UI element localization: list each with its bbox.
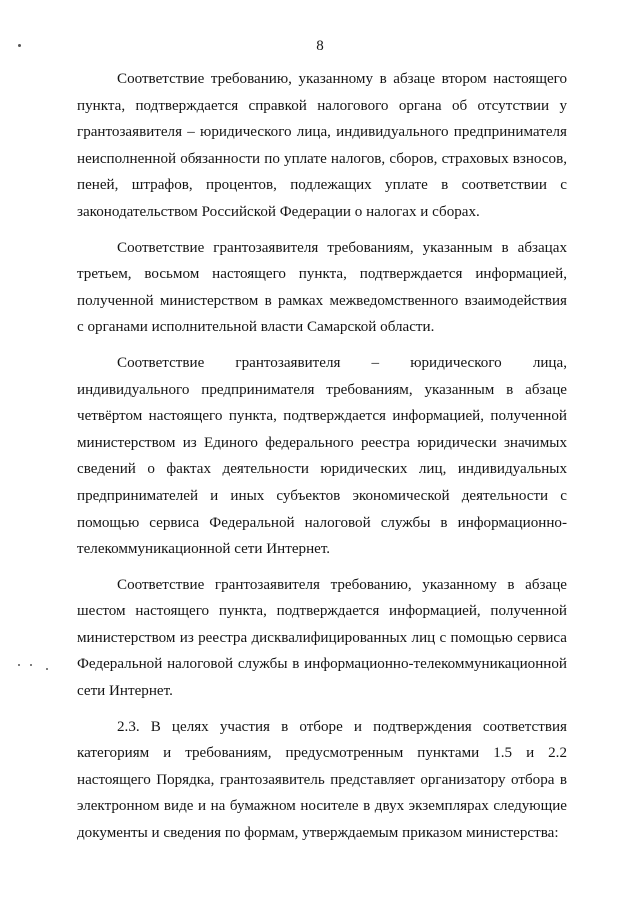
document-body	[77, 66, 567, 847]
text-line: четвёртом настоящего пункта, подтверждается информацией, полученной	[77, 408, 567, 425]
scan-speck	[18, 664, 20, 666]
text-line: третьем, восьмом настоящего пункта, подтверждается информацией,	[77, 266, 567, 283]
paragraph	[77, 235, 567, 341]
text-line: шестом настоящего пункта, подтверждается информацией, полученной	[77, 603, 567, 620]
text-line: с органами исполнительной власти Самарской области.	[77, 319, 435, 336]
text-line: грантозаявителя – юридического лица, индивидуального предпринимателя	[77, 124, 567, 141]
page-number: 8	[316, 38, 324, 54]
text-line: документы и сведения по формам, утверждаемым приказом министерства:	[77, 825, 559, 842]
text-line: категориям и требованиям, предусмотренным пунктами 1.5 и 2.2	[77, 745, 567, 762]
text-line: Соответствие грантозаявителя требованиям, указанным в абзацах	[117, 239, 567, 256]
text-line: настоящего Порядка, грантозаявитель представляет организатору отбора в	[77, 771, 567, 788]
text-line: телекоммуникационной сети Интернет.	[77, 541, 331, 558]
text-line: помощью сервиса Федеральной налоговой службы в информационно-	[77, 514, 567, 531]
paragraph	[77, 572, 567, 705]
text-line: министерством из реестра дисквалифицированных лиц с помощью сервиса	[77, 629, 567, 646]
text-line: 2.3. В целях участия в отборе и подтверждения соответствия	[117, 718, 567, 735]
scan-speck	[30, 664, 32, 666]
scan-speck	[18, 44, 21, 47]
paragraph	[77, 66, 567, 226]
paragraph	[77, 350, 567, 563]
text-line: пункта, подтверждается справкой налогового органа об отсутствии у	[77, 97, 567, 114]
text-line: пеней, штрафов, процентов, подлежащих уплате в соответствии с	[77, 177, 567, 194]
text-line: Соответствие грантозаявителя – юридического лица,	[117, 354, 567, 371]
scan-speck	[46, 668, 48, 670]
text-line: Соответствие грантозаявителя требованию, указанному в абзаце	[117, 576, 567, 593]
text-line: сети Интернет.	[77, 683, 173, 700]
text-line: предпринимателей и иных субъектов экономической деятельности с	[77, 487, 567, 504]
text-line: полученной министерством в рамках межведомственного взаимодействия	[77, 292, 567, 309]
text-line: Федеральной налоговой службы в информационно-телекоммуникационной	[77, 656, 567, 673]
text-line: Соответствие требованию, указанному в абзаце втором настоящего	[117, 71, 567, 87]
text-line: неисполненной обязанности по уплате налогов, сборов, страховых взносов,	[77, 150, 567, 167]
text-line: министерством из Единого федерального реестра юридически значимых	[77, 434, 567, 451]
text-line: индивидуального предпринимателя требованиям, указанным в абзаце	[77, 381, 567, 398]
paragraph	[77, 714, 567, 847]
text-line: сведений о фактах деятельности юридических лиц, индивидуальных	[77, 461, 567, 478]
text-line: электронном виде и на бумажном носителе в двух экземплярах следующие	[77, 798, 567, 815]
text-line: законодательством Российской Федерации о налогах и сборах.	[77, 203, 480, 220]
